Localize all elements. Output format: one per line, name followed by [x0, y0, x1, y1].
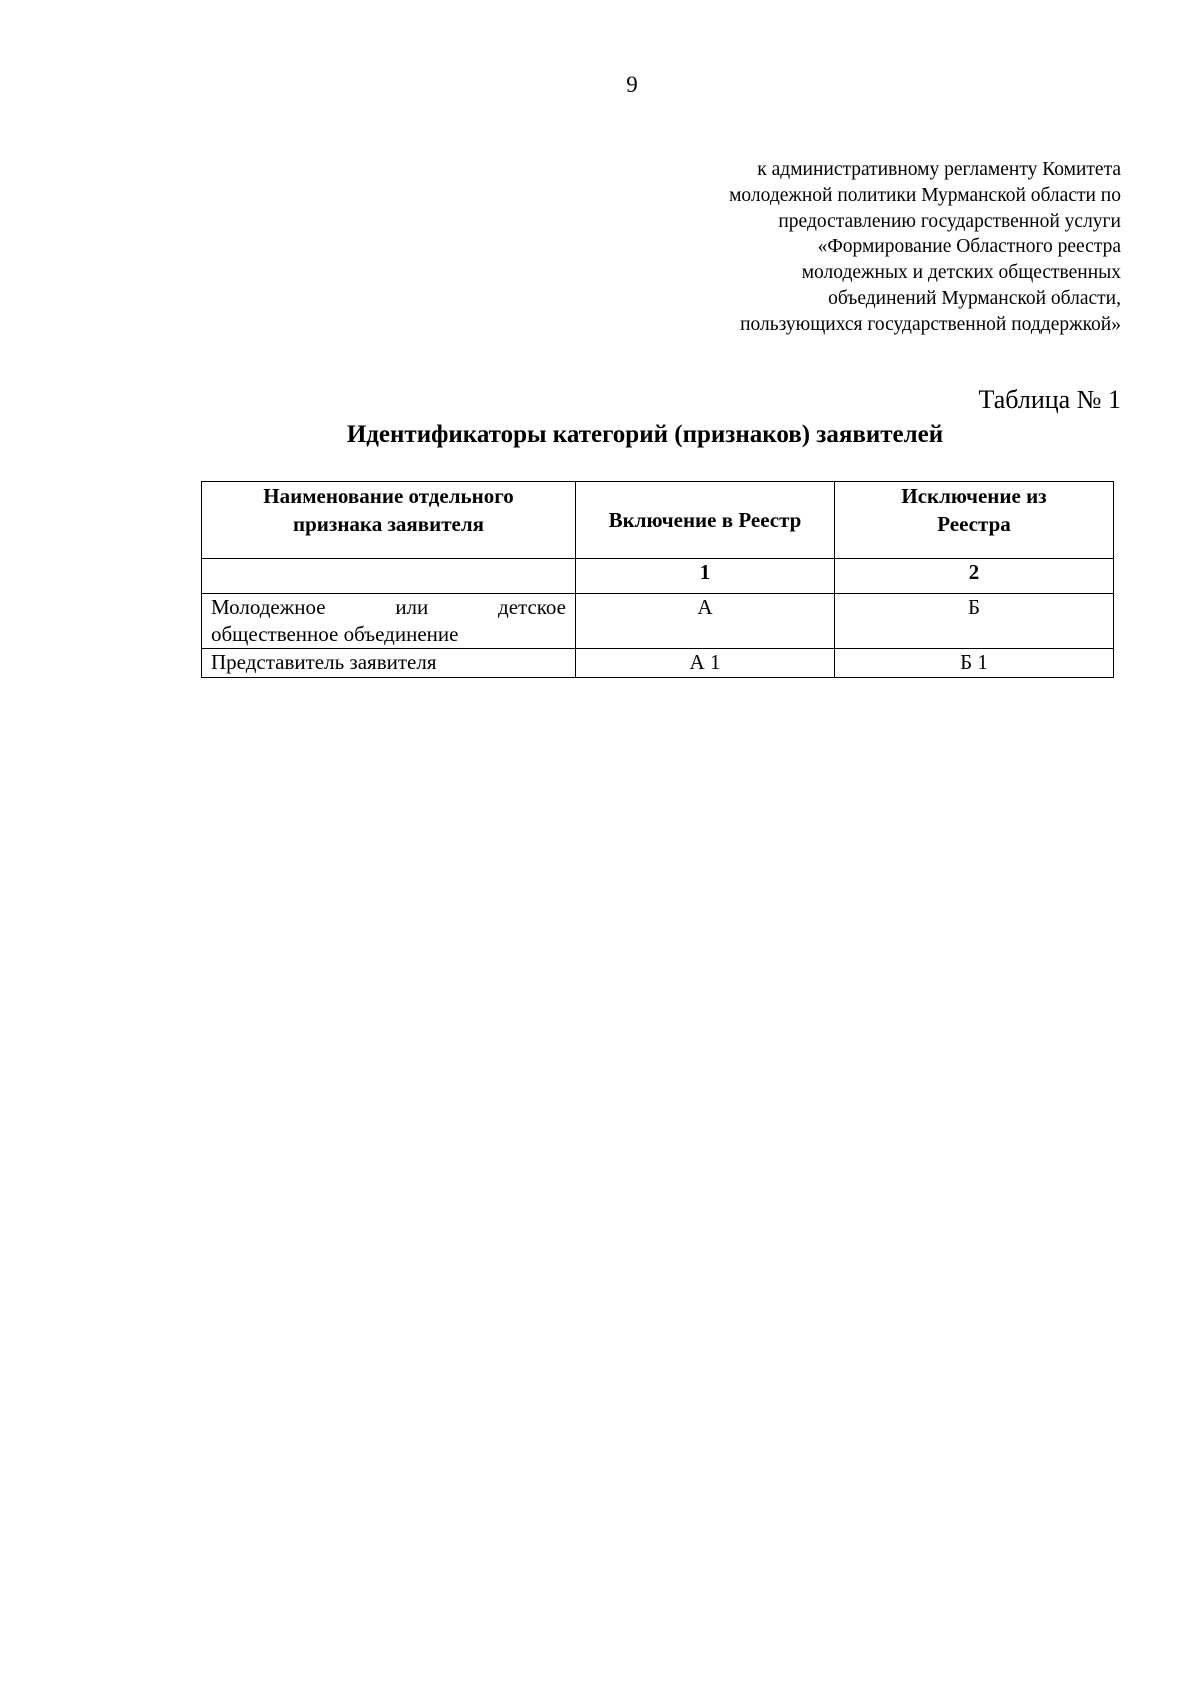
- feature-name-cell: [202, 594, 576, 649]
- appendix-line: предоставлению государственной услуги: [778, 210, 1121, 232]
- table-row: [202, 594, 1114, 649]
- appendix-line: объединений Мурманской области,: [828, 287, 1121, 309]
- appendix-line: «Формирование Областного реестра: [817, 236, 1121, 258]
- table-header-row: [202, 482, 1114, 559]
- feature-name-line: Представитель заявителя: [211, 650, 437, 674]
- column-number-cell: [202, 559, 576, 594]
- table-row: [202, 649, 1114, 678]
- include-code-cell: А 1: [576, 649, 835, 678]
- header-cell-name: [202, 482, 576, 559]
- appendix-line: молодежной политики Мурманской области по: [729, 184, 1121, 206]
- appendix-line: пользующихся государственной поддержкой»: [740, 313, 1121, 335]
- appendix-line: молодежных и детских общественных: [801, 262, 1121, 284]
- column-number-cell: 1: [576, 559, 835, 594]
- header-text: Исключение из: [901, 484, 1047, 508]
- feature-name-line: Молодежное или детское: [211, 595, 566, 619]
- appendix-note: [601, 157, 1121, 338]
- header-text: Включение в Реестр: [608, 508, 802, 532]
- column-number-row: [202, 559, 1114, 594]
- table-title: Идентификаторы категорий (признаков) заявителей: [346, 421, 944, 448]
- feature-name-cell: [202, 649, 576, 678]
- table-number: Таблица № 1: [978, 385, 1121, 414]
- page-number: 9: [626, 72, 638, 97]
- feature-name-line: общественное объединение: [211, 622, 459, 646]
- include-code-cell: А: [576, 594, 835, 649]
- header-text: признака заявителя: [293, 512, 484, 536]
- identifiers-table: [201, 481, 1114, 678]
- header-cell-exclude: [835, 482, 1114, 559]
- exclude-code-cell: Б: [835, 594, 1114, 649]
- exclude-code-cell: Б 1: [835, 649, 1114, 678]
- header-cell-include: [576, 482, 835, 559]
- column-number-cell: 2: [835, 559, 1114, 594]
- header-text: Реестра: [937, 512, 1011, 536]
- header-text: Наименование отдельного: [263, 484, 514, 508]
- appendix-line: к административному регламенту Комитета: [757, 159, 1121, 180]
